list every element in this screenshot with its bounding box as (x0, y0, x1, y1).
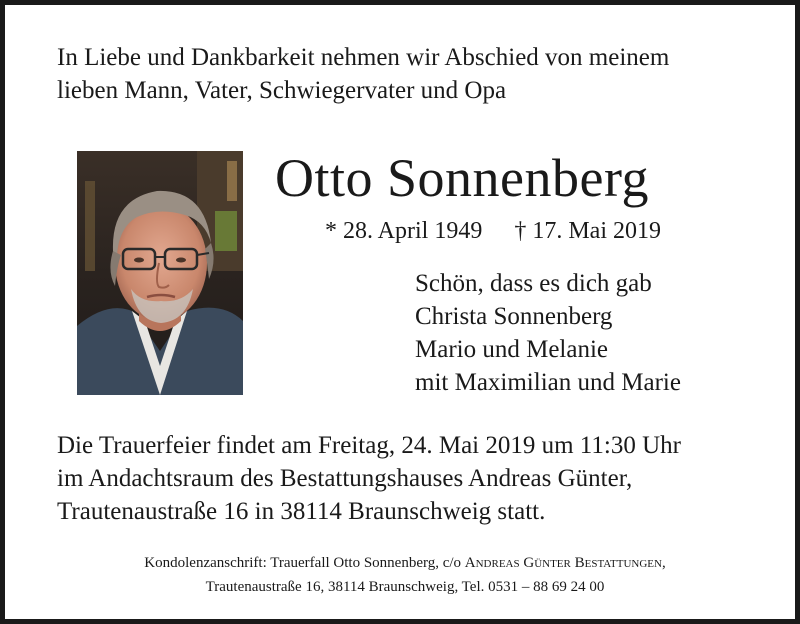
footer-line-2: Trautenaustraße 16, 38114 Braunschweig, Tel. 0531 – 88 69 24 00 (205, 579, 605, 595)
mourner-line: mit Maximilian und Marie (415, 369, 681, 396)
portrait-image (77, 151, 243, 395)
service-line-1: Die Trauerfeier findet am Freitag, 24. Mai 2019 um 11:30 Uhr (57, 432, 681, 459)
service-line-3: Trautenaustraße 16 in 38114 Braunschweig statt. (57, 498, 546, 525)
condolence-address (65, 551, 745, 599)
mourner-line: Christa Sonnenberg (415, 303, 613, 330)
deceased-name: Otto Sonnenberg (275, 148, 649, 208)
footer-line-1 (65, 551, 745, 575)
intro-text (57, 41, 777, 107)
footer-prefix: Kondolenzanschrift: Trauerfall Otto Sonnenberg, c/o (144, 555, 465, 571)
mourners-list (415, 267, 775, 399)
footer-company: Andreas Günter Bestattungen, (464, 555, 666, 571)
mourner-line: Schön, dass es dich gab (415, 270, 652, 297)
service-line-2: im Andachtsraum des Bestattungshauses Andreas Günter, (57, 465, 633, 492)
intro-line-1: In Liebe und Dankbarkeit nehmen wir Abschied von meinem (57, 44, 670, 71)
portrait-photo (77, 151, 243, 395)
birth-date: * 28. April 1949 (325, 218, 483, 244)
funeral-service-info (57, 429, 777, 528)
life-dates (325, 215, 725, 247)
intro-line-2: lieben Mann, Vater, Schwiegervater und Opa (57, 77, 507, 104)
death-date: † 17. Mai 2019 (514, 218, 662, 244)
mourner-line: Mario und Melanie (415, 336, 609, 363)
